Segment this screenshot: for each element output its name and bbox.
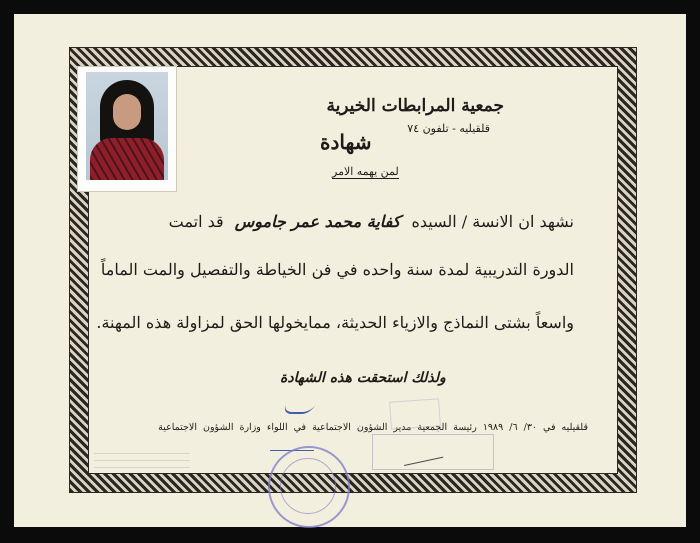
photo-face: [113, 94, 141, 130]
line1-start: نشهد ان الانسة / السيده: [411, 212, 574, 231]
photo-shirt-pattern: [90, 138, 164, 180]
certificate-line-2: الدورة التدريبية لمدة سنة واحده في فن الخياطة والتفصيل والمت الماماً: [100, 260, 574, 279]
to-whom-it-may-concern: لمن يهمه الامر: [332, 165, 399, 178]
round-stamp-inner: [280, 458, 336, 514]
photo-image: [86, 72, 168, 180]
signature-footer: قلقيليه في ٣٠/ ٦/ ١٩٨٩ رئيسة الجمعية مدير الشؤون الاجتماعية في اللواء وزارة الشؤون الاجتماعية: [158, 422, 588, 433]
association-name: جمعية المرابطات الخيرية: [326, 96, 504, 116]
line1-end: قد اتمت: [168, 212, 224, 231]
association-address: قلقيليه - تلفون ٧٤: [407, 122, 490, 135]
recipient-name: كفاية محمد عمر جاموس: [234, 212, 401, 231]
certificate-line-1: [169, 212, 574, 231]
deserve-statement: ولذلك استحقت هذه الشهادة: [280, 370, 446, 386]
faded-handwritten-note: [94, 448, 190, 474]
certificate-title: شهادة: [320, 130, 372, 154]
recipient-photo: [78, 67, 176, 191]
stamp: [372, 434, 494, 470]
certificate-line-3: واسعاً بشتى النماذج والازياء الحديثة، ممايخولها الحق لمزاولة هذه المهنة.: [96, 313, 574, 332]
stamp: [389, 398, 441, 429]
